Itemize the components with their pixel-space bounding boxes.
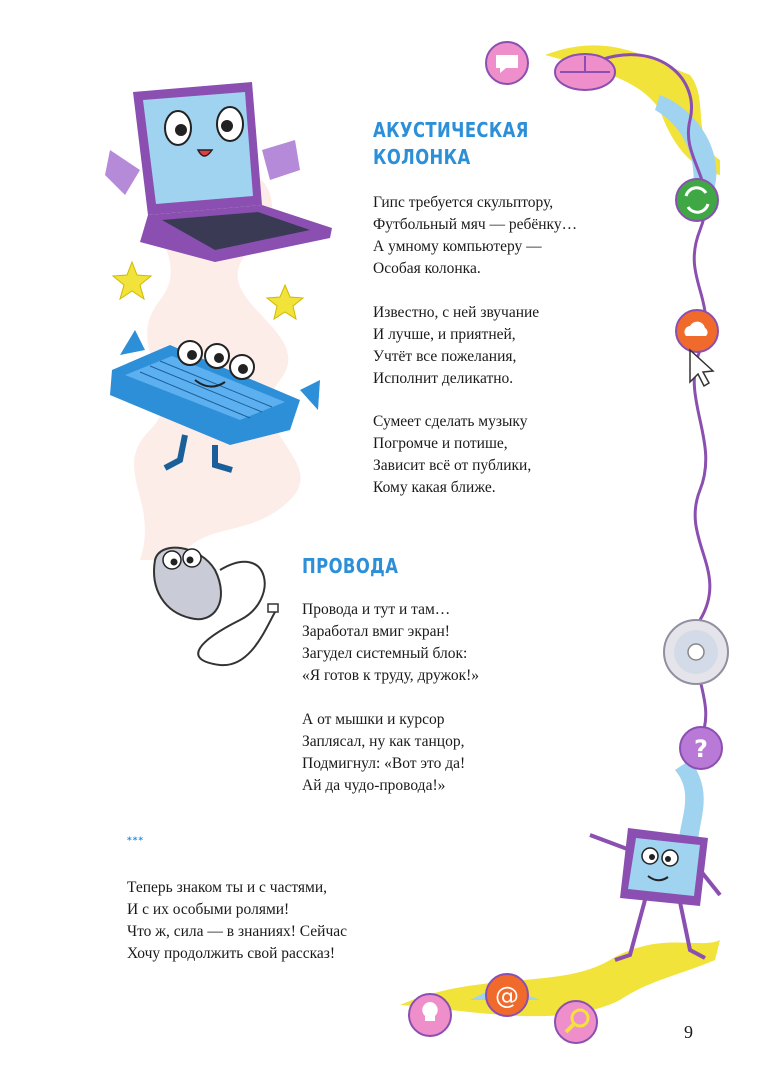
cloud-icon: [676, 310, 718, 352]
svg-text:?: ?: [694, 735, 708, 763]
at-sign-icon: [486, 974, 528, 1016]
separator-stars: ***: [127, 836, 145, 846]
chat-bubble-icon: [486, 42, 528, 84]
poem-line: Известно, с ней звучание: [373, 304, 540, 321]
section-title-speaker: [373, 117, 529, 171]
poem-stanza: [302, 599, 479, 687]
monitor-character-icon: [590, 828, 720, 960]
poem-stanza: [373, 411, 531, 499]
lightbulb-icon: [409, 994, 451, 1036]
svg-text:@: @: [495, 982, 519, 1010]
poem-line: И с их особыми ролями!: [127, 901, 290, 918]
poem-line: Загудел системный блок:: [302, 645, 468, 662]
poem-line: Особая колонка.: [373, 260, 481, 277]
poem-stanza: [373, 302, 539, 390]
poem-line: Кому какая ближе.: [373, 479, 496, 496]
poem-line: Зависит всё от публики,: [373, 457, 532, 474]
poem-line: Футбольный мяч — ребёнку…: [373, 216, 578, 233]
poem-stanza: [373, 192, 577, 280]
question-mark-icon: [680, 727, 722, 769]
poem-line: Погромче и потише,: [373, 435, 508, 452]
section-title-line: АКУСТИЧЕСКАЯ: [373, 118, 529, 142]
section-title-line: ПРОВОДА: [302, 554, 399, 578]
poem-line: Сумеет сделать музыку: [373, 413, 528, 430]
poem-line: Хочу продолжить свой рассказ!: [127, 945, 336, 962]
refresh-icon: [676, 179, 718, 221]
poem-line: А умному компьютеру —: [373, 238, 542, 255]
laptop-icon: [105, 82, 332, 262]
poem-stanza: [302, 709, 465, 797]
poem-line: Теперь знаком ты и с частями,: [127, 879, 328, 896]
poem-line: Провода и тут и там…: [302, 601, 451, 618]
poem-line: Заработал вмиг экран!: [302, 623, 450, 640]
cd-disc-icon: [664, 620, 728, 684]
poem-line: А от мышки и курсор: [302, 711, 445, 728]
mouse-icon: [154, 548, 278, 666]
section-title-line: КОЛОНКА: [373, 145, 471, 169]
star-icon: [267, 285, 303, 319]
poem-line: Заплясал, ну как танцор,: [302, 733, 465, 750]
star-icon: [113, 262, 151, 299]
section-title-wires: [302, 553, 398, 580]
poem-line: Исполнит деликатно.: [373, 370, 514, 387]
poem-line: Что ж, сила — в знаниях! Сейчас: [127, 923, 348, 940]
poem-line: Гипс требуется скульптору,: [373, 194, 554, 211]
poem-line: И лучше, и приятней,: [373, 326, 516, 343]
page-number: 9: [684, 1022, 693, 1042]
poem-line: «Я готов к труду, дружок!»: [302, 667, 480, 684]
poem-line: Учтёт все пожелания,: [373, 348, 517, 365]
computer-mouse-icon: [555, 54, 615, 90]
magnifier-icon: [555, 1001, 597, 1043]
poem-line: Подмигнул: «Вот это да!: [302, 755, 466, 772]
poem-line: Ай да чудо-провода!»: [302, 777, 446, 794]
closing-stanza: [127, 877, 347, 965]
